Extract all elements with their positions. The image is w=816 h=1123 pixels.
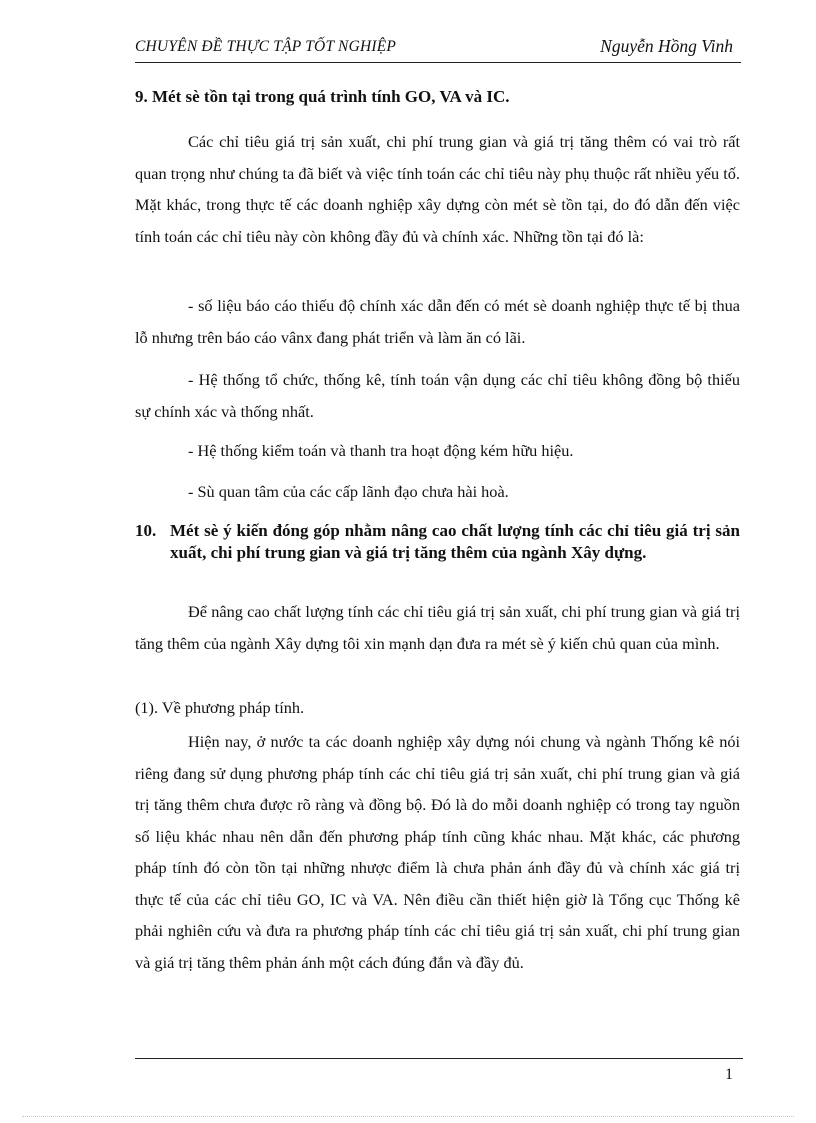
section-9-heading: 9. Mét sè tồn tại trong quá trình tính GO, VA và IC. <box>135 87 510 106</box>
header-title: CHUYÊN ĐỀ THỰC TẬP TỐT NGHIỆP <box>135 38 397 55</box>
section-10-number: 10. <box>135 521 157 540</box>
header-author: Nguyễn Hồng Vinh <box>600 36 733 56</box>
page-header <box>135 36 741 63</box>
section-10-paragraph: Để nâng cao chất lượng tính các chỉ tiêu giá trị sản xuất, chi phí trung gian và giá trị tăng thêm của ngành Xây dựng tôi xin mạnh dạn đưa ra mét sè ý kiến chủ quan của mình. <box>135 602 740 653</box>
section-9-paragraph: Các chỉ tiêu giá trị sản xuất, chi phí trung gian và giá trị tăng thêm có vai trò rất quan trọng như chúng ta đã biết và việc tính toán các chỉ tiêu này phụ thuộc rất nhiều yếu tố. Mặt khác, trong thực tế các doanh nghiệp xây dựng còn mét sè tồn tại, do đó dẫn đến việc tính toán các chỉ tiêu này còn không đầy đủ và chính xác. Những tồn tại đó là: <box>135 132 740 246</box>
footer-divider <box>135 1058 743 1059</box>
subheading: (1). Về phương pháp tính. <box>135 698 305 717</box>
section-10-paragraph-2: Hiện nay, ở nước ta các doanh nghiệp xây dựng nói chung và ngành Thống kê nói riêng đang sử dụng phương pháp tính các chỉ tiêu giá trị sản xuất, chi phí trung gian và giá trị tăng thêm chưa được rõ ràng và đồng bộ. Đó là do mỗi doanh nghiệp có trong tay nguồn số liệu khác nhau nên dẫn đến phương pháp tính cũng khác nhau. Mặt khác, các phương pháp tính đó còn tồn tại những nhược điểm là chưa phản ánh đầy đủ và chính xác giá trị thực tế của các chỉ tiêu GO, IC và VA. Nên điều cần thiết hiện giờ là Tổng cục Thống kê phải nghiên cứu và đưa ra phương pháp tính các chỉ tiêu giá trị sản xuất, chi phí trung gian và giá trị tăng thêm phản ánh một cách đúng đắn và đầy đủ. <box>135 732 740 972</box>
bullet-item: - Hệ thống tổ chức, thống kê, tính toán vận dụng các chỉ tiêu không đồng bộ thiếu sự chính xác và thống nhất. <box>135 370 740 421</box>
section-10-heading: Mét sè ý kiến đóng góp nhằm nâng cao chất lượng tính các chỉ tiêu giá trị sản xuất, chi phí trung gian và giá trị tăng thêm của ngành Xây dựng. <box>170 521 740 562</box>
page-number: 1 <box>725 1066 733 1083</box>
bullet-item: - Hệ thống kiểm toán và thanh tra hoạt động kém hữu hiệu. <box>188 441 574 460</box>
bullet-item: - Sù quan tâm của các cấp lãnh đạo chưa hài hoà. <box>188 482 509 501</box>
page-break-line <box>22 1116 794 1117</box>
bullet-item: - số liệu báo cáo thiếu độ chính xác dẫn đến có mét sè doanh nghiệp thực tế bị thua lỗ nhưng trên báo cáo vânx đang phát triển và làm ăn có lãi. <box>135 296 740 347</box>
